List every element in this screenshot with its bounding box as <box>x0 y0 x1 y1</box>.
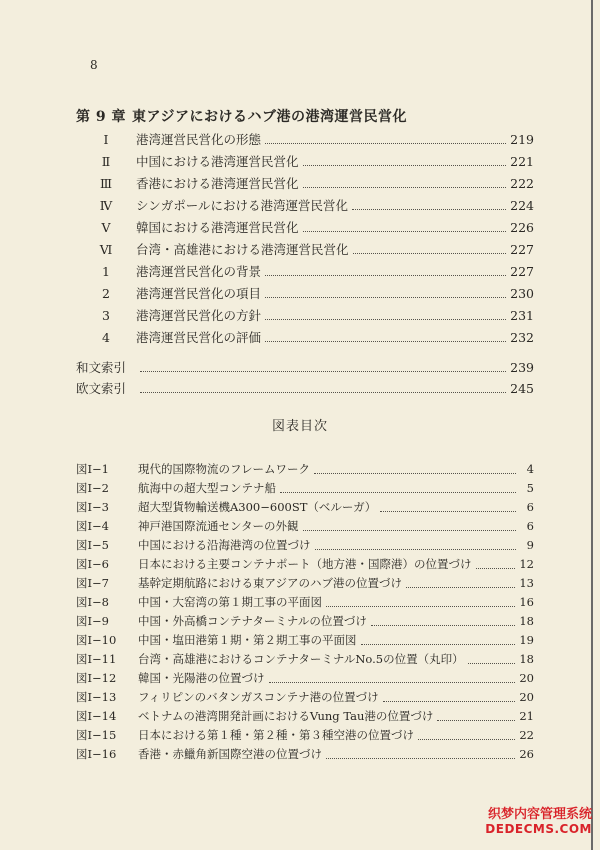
toc-entry-page: 222 <box>510 175 534 191</box>
toc-entry-number: Ⅳ <box>99 197 113 213</box>
toc-entry-page: 227 <box>510 263 534 279</box>
figure-page: 19 <box>519 633 534 647</box>
figure-label: 図Ⅰ−6 <box>76 557 109 571</box>
leader-dots <box>437 720 515 721</box>
figure-label: 図Ⅰ−3 <box>76 500 109 514</box>
figure-label: 図Ⅰ−15 <box>76 728 117 742</box>
leader-dots <box>371 625 516 626</box>
figure-title: 日本における第１種・第２種・第３種空港の位置づけ <box>138 728 414 742</box>
figure-title: 韓国・光陽港の位置づけ <box>138 671 265 685</box>
leader-dots <box>383 701 516 702</box>
leader-dots <box>406 587 515 588</box>
figure-title: 超大型貨物輸送機A300−600ST（ベルーガ） <box>138 500 377 514</box>
figure-label: 図Ⅰ−2 <box>76 481 109 495</box>
figure-title: 日本における主要コンテナポート（地方港・国際港）の位置づけ <box>138 557 472 571</box>
toc-entry-title: 港湾運営民営化の項目 <box>136 286 262 301</box>
leader-dots <box>353 253 507 254</box>
chapter-number: 第 9 章 <box>76 109 126 125</box>
figure-label: 図Ⅰ−8 <box>76 595 109 609</box>
index-page: 245 <box>510 380 534 396</box>
leader-dots <box>314 473 516 474</box>
toc-entry[interactable] <box>76 239 534 259</box>
leader-dots <box>352 209 506 210</box>
toc-entry[interactable] <box>76 217 534 237</box>
toc-entry-title: 中国における港湾運営民営化 <box>136 154 299 169</box>
leader-dots <box>265 275 506 276</box>
figure-title: フィリピンのバタンガスコンテナ港の位置づけ <box>138 690 379 704</box>
leader-dots <box>265 319 506 320</box>
page-number: 8 <box>90 58 98 72</box>
watermark-title: 织梦内容管理系统 <box>487 807 592 822</box>
leader-dots <box>265 297 506 298</box>
toc-entry[interactable] <box>76 261 534 281</box>
toc-entry-page: 224 <box>510 197 534 213</box>
figure-page: 18 <box>519 614 534 628</box>
figure-page: 4 <box>526 462 534 476</box>
index-entry[interactable] <box>76 357 534 377</box>
figure-page: 16 <box>519 595 534 609</box>
leader-dots <box>280 492 516 493</box>
toc-entry-page: 219 <box>510 131 534 147</box>
figure-title: 台湾・高雄港におけるコンテナターミナルNo.5の位置（丸印） <box>138 652 464 666</box>
figure-title: 基幹定期航路における東アジアのハブ港の位置づけ <box>138 576 403 590</box>
figure-entry[interactable] <box>76 536 534 554</box>
figure-entry[interactable] <box>76 707 534 725</box>
figure-label: 図Ⅰ−10 <box>76 633 117 647</box>
toc-entry-title: シンガポールにおける港湾運営民営化 <box>136 198 348 213</box>
figure-page: 5 <box>526 481 534 495</box>
figure-page: 6 <box>526 519 534 533</box>
toc-entry-number: Ⅲ <box>99 175 113 191</box>
figure-entry[interactable] <box>76 612 534 630</box>
figure-page: 26 <box>519 747 534 761</box>
index-page: 239 <box>510 359 534 375</box>
toc-entry-page: 221 <box>510 153 534 169</box>
leader-dots <box>418 739 515 740</box>
toc-entry[interactable] <box>76 283 534 303</box>
figure-entry[interactable] <box>76 555 534 573</box>
index-entry[interactable] <box>76 378 534 398</box>
toc-entry-title: 韓国における港湾運営民営化 <box>136 220 299 235</box>
toc-entry-number: Ⅰ <box>103 131 109 147</box>
figure-entry[interactable] <box>76 688 534 706</box>
figure-label: 図Ⅰ−14 <box>76 709 117 723</box>
index-title: 和文索引 <box>76 360 127 375</box>
leader-dots <box>303 187 507 188</box>
toc-entry-page: 231 <box>510 307 534 323</box>
toc-entry-number: 3 <box>102 307 110 323</box>
leader-dots <box>380 511 516 512</box>
figure-page: 13 <box>519 576 534 590</box>
figure-page: 21 <box>519 709 534 723</box>
figure-label: 図Ⅰ−5 <box>76 538 109 552</box>
leader-dots <box>315 549 517 550</box>
figure-title: 中国・外高橋コンテナターミナルの位置づけ <box>138 614 367 628</box>
figure-entry[interactable] <box>76 631 534 649</box>
toc-entry-title: 港湾運営民営化の方針 <box>136 308 262 323</box>
leader-dots <box>326 606 515 607</box>
leader-dots <box>468 663 516 664</box>
figure-title: 中国・大窑湾の第１期工事の平面図 <box>138 595 322 609</box>
leader-dots <box>265 143 506 144</box>
toc-entry-page: 230 <box>510 285 534 301</box>
leader-dots <box>303 165 507 166</box>
figure-label: 図Ⅰ−13 <box>76 690 117 704</box>
toc-entry-title: 香港における港湾運営民営化 <box>136 176 299 191</box>
figure-page: 22 <box>519 728 534 742</box>
toc-entry[interactable] <box>76 151 534 171</box>
figure-page: 20 <box>519 690 534 704</box>
figure-label: 図Ⅰ−9 <box>76 614 109 628</box>
site-watermark <box>485 808 592 836</box>
toc-entry-title: 港湾運営民営化の背景 <box>136 264 262 279</box>
figure-title: 神戸港国際流通センターの外観 <box>138 519 299 533</box>
toc-entry-page: 227 <box>510 241 534 257</box>
figure-entry[interactable] <box>76 498 534 516</box>
figure-page: 18 <box>519 652 534 666</box>
leader-dots <box>269 682 516 683</box>
toc-entry[interactable] <box>76 173 534 193</box>
toc-entry-title: 港湾運営民営化の評価 <box>136 330 262 345</box>
figure-page: 6 <box>526 500 534 514</box>
chapter-heading <box>76 106 407 126</box>
leader-dots <box>476 568 516 569</box>
figure-entry[interactable] <box>76 479 534 497</box>
leader-dots <box>140 371 506 372</box>
figure-page: 9 <box>526 538 534 552</box>
leader-dots <box>303 530 516 531</box>
index-title: 欧文索引 <box>76 381 127 396</box>
toc-entry[interactable] <box>76 327 534 347</box>
figure-label: 図Ⅰ−12 <box>76 671 117 685</box>
toc-entry[interactable] <box>76 305 534 325</box>
leader-dots <box>265 341 506 342</box>
toc-entry-number: Ⅴ <box>101 219 111 235</box>
leader-dots <box>326 758 515 759</box>
figure-title: ベトナムの港湾開発計画におけるVung Tau港の位置づけ <box>138 709 434 723</box>
toc-entry[interactable] <box>76 129 534 149</box>
leader-dots <box>361 644 516 645</box>
figure-list-heading: 図表目次 <box>271 419 328 434</box>
figure-page: 12 <box>519 557 534 571</box>
figure-entry[interactable] <box>76 650 534 668</box>
toc-entry-number: 4 <box>102 329 110 345</box>
figure-title: 現代的国際物流のフレームワーク <box>138 462 311 476</box>
figure-title: 香港・赤鱲角新国際空港の位置づけ <box>138 747 322 761</box>
figure-label: 図Ⅰ−4 <box>76 519 109 533</box>
figure-label: 図Ⅰ−11 <box>76 652 117 666</box>
figure-page: 20 <box>519 671 534 685</box>
figure-entry[interactable] <box>76 745 534 763</box>
figure-label: 図Ⅰ−7 <box>76 576 109 590</box>
toc-entry-page: 232 <box>510 329 534 345</box>
toc-entry-number: Ⅱ <box>101 153 111 169</box>
figure-entry[interactable] <box>76 460 534 478</box>
figure-title: 中国における沿海港湾の位置づけ <box>138 538 311 552</box>
figure-title: 中国・塩田港第１期・第２期工事の平面図 <box>138 633 357 647</box>
figure-entry[interactable] <box>76 726 534 744</box>
toc-entry-title: 台湾・高雄港における港湾運営民営化 <box>136 242 349 257</box>
toc-entry-number: Ⅵ <box>99 241 113 257</box>
toc-entry[interactable] <box>76 195 534 215</box>
chapter-title: 東アジアにおけるハブ港の港湾運営民営化 <box>132 109 407 125</box>
toc-entry-number: 1 <box>102 263 110 279</box>
figure-label: 図Ⅰ−1 <box>76 462 109 476</box>
toc-entry-title: 港湾運営民営化の形態 <box>136 132 262 147</box>
figure-entry[interactable] <box>76 593 534 611</box>
figure-entry[interactable] <box>76 669 534 687</box>
figure-entry[interactable] <box>76 517 534 535</box>
toc-entry-page: 226 <box>510 219 534 235</box>
figure-label: 図Ⅰ−16 <box>76 747 117 761</box>
toc-entry-number: 2 <box>102 285 110 301</box>
figure-entry[interactable] <box>76 574 534 592</box>
watermark-domain: DEDECMS.COM <box>485 822 592 836</box>
figure-title: 航海中の超大型コンテナ船 <box>138 481 276 495</box>
leader-dots <box>140 392 506 393</box>
leader-dots <box>303 231 507 232</box>
